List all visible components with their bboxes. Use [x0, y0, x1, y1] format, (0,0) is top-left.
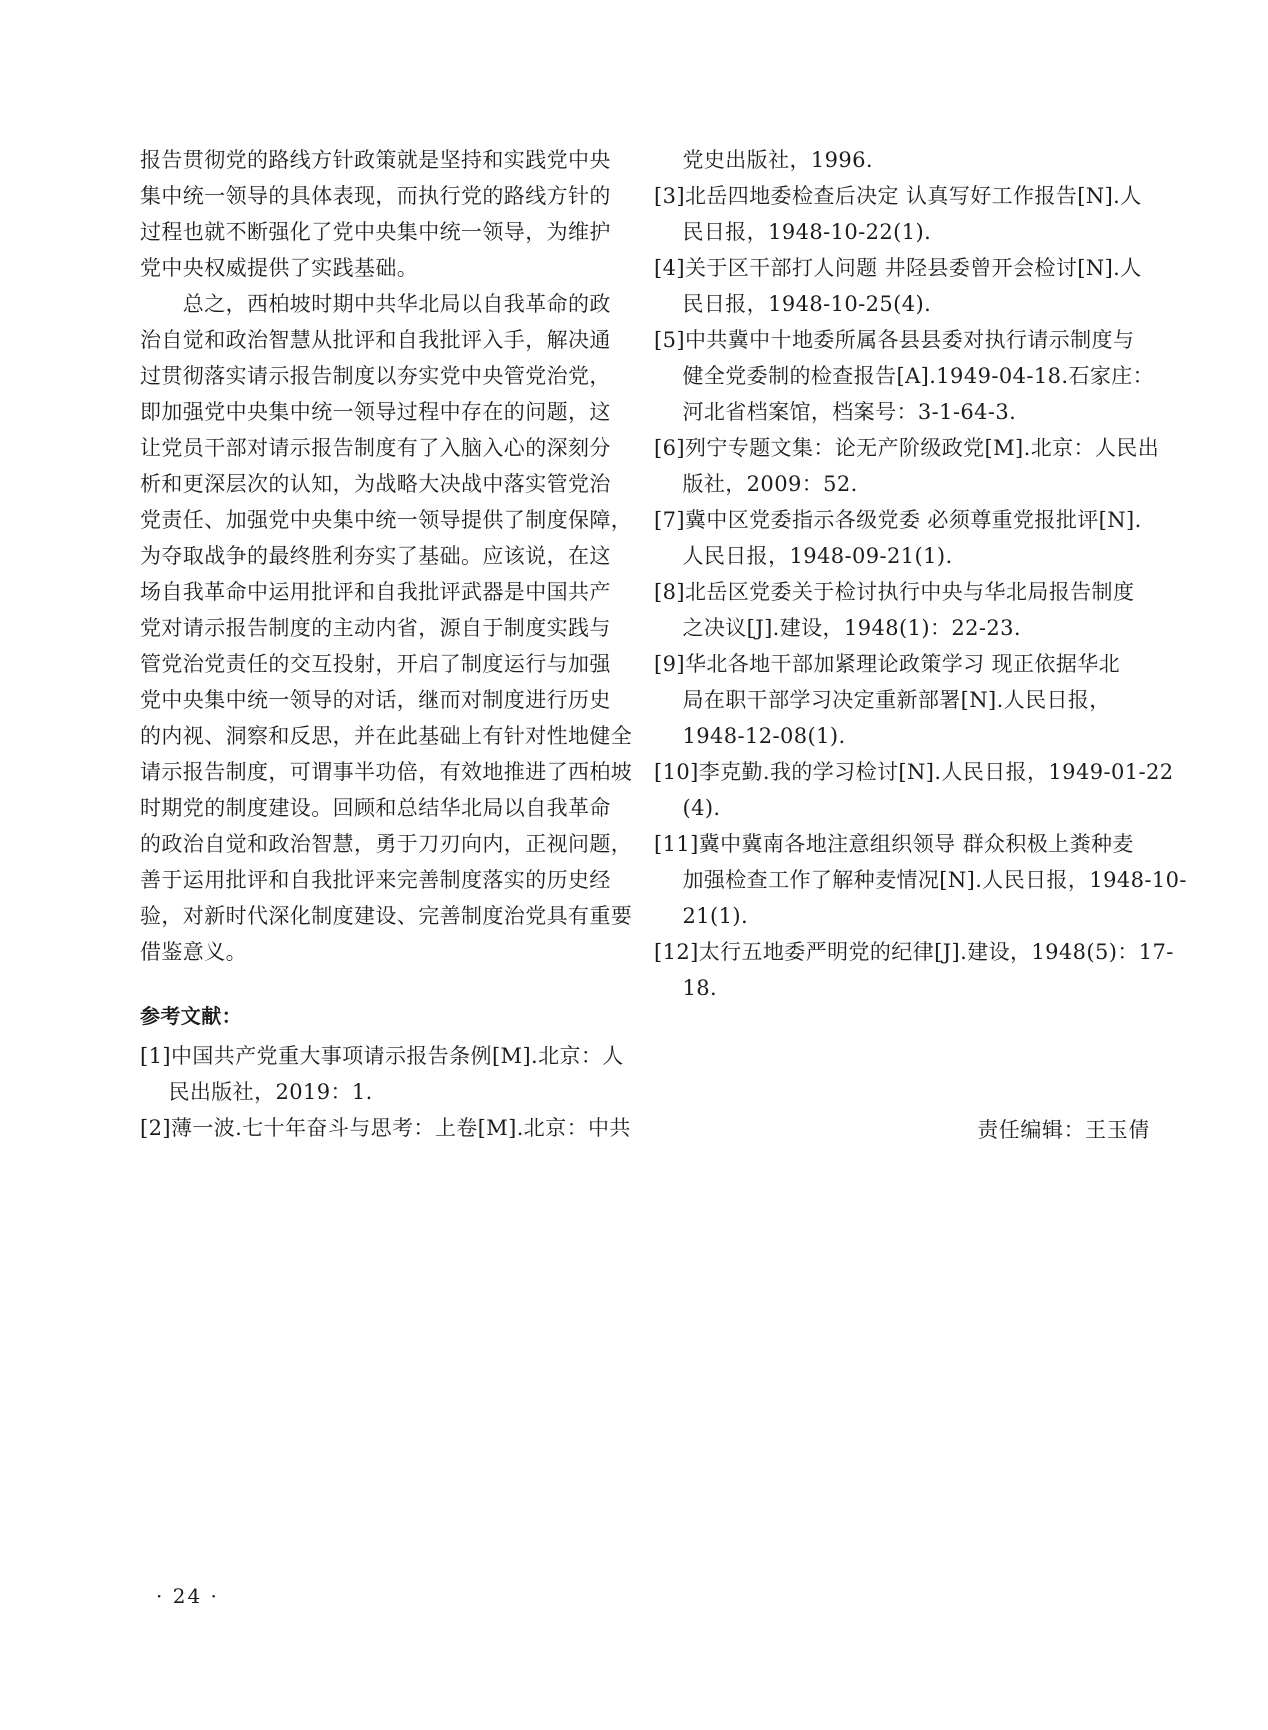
reference-item: [1]中国共产党重大事项请示报告条例[M].北京：人 民出版社，2019：1. [140, 1044, 624, 1104]
reference-item: [5]中共冀中十地委所属各县县委对执行请示制度与 健全党委制的检查报告[A].1949-04-18.石家庄： 河北省档案馆，档案号：3-1-64-3. [654, 328, 1155, 424]
reference-item: [7]冀中区党委指示各级党委 必须尊重党报批评[N]. 人民日报，1948-09-21(1). [654, 508, 1142, 568]
reference-item: [3]北岳四地委检查后决定 认真写好工作报告[N].人 民日报，1948-10-22(1). [654, 184, 1142, 244]
reference-item: [9]华北各地干部加紧理论政策学习 现正依据华北 局在职干部学习决定重新部署[N].人民日报， 1948-12-08(1). [654, 652, 1121, 748]
editor-credit: 责任编辑：王玉倩 [977, 1118, 1150, 1142]
right-column [654, 142, 1187, 1006]
left-column [140, 142, 633, 1146]
reference-item: [4]关于区干部打人问题 井陉县委曾开会检讨[N].人 民日报，1948-10-25(4). [654, 256, 1142, 316]
reference-item: [8]北岳区党委关于检讨执行中央与华北局报告制度 之决议[J].建设，1948(1)：22-23. [654, 580, 1135, 640]
body-paragraph-2: 总之，西柏坡时期中共华北局以自我革命的政 治自觉和政治智慧从批评和自我批评入手，解决通 过贯彻落实请示报告制度以夯实党中央管党治党， 即加强党中央集中统一领导过程中存在的问题，这 让党员干部对请示报告制度有了入脑入心的深刻分 析和更深层次的认知，为战略大决战中落实管党治 党责任、加强党中央集中统一领导提供了制度保障， 为夺取战争的最终胜利夯实了基础。应该说，在这 场自我革命中运用批评和自我批评武器是中国共产 党对请示报告制度的主动内省，源自于制度实践与 管党治党责任的交互投射，开启了制度运行与加强 党中央集中统一领导的对话，继而对制度进行历史 的内视、洞察和反思，并在此基础上有针对性地健全 请示报告制度，可谓事半功倍，有效地推进了西柏坡 时期党的制度建设。回顾和总结华北局以自我革命 的政治自觉和政治智慧，勇于刀刃向内，正视问题， 善于运用批评和自我批评来完善制度落实的历史经 验，对新时代深化制度建设、完善制度治党具有重要 借鉴意义。 [140, 292, 633, 964]
page-number: · 24 · [156, 1584, 219, 1608]
body-paragraph-1: 报告贯彻党的路线方针政策就是坚持和实践党中央 集中统一领导的具体表现，而执行党的路线方针的 过程也就不断强化了党中央集中统一领导，为维护 党中央权威提供了实践基础。 [140, 148, 611, 280]
reference-item: 党史出版社，1996. [654, 148, 873, 172]
reference-item: [6]列宁专题文集：论无产阶级政党[M].北京：人民出 版社，2009：52. [654, 436, 1160, 496]
reference-item: [2]薄一波.七十年奋斗与思考：上卷[M].北京：中共 [140, 1116, 631, 1140]
reference-item: [10]李克勤.我的学习检讨[N].人民日报，1949-01-22 (4). [654, 760, 1174, 820]
reference-item: [11]冀中冀南各地注意组织领导 群众积极上粪种麦 加强检查工作了解种麦情况[N].人民日报，1948-10- 21(1). [654, 832, 1187, 928]
references-heading: 参考文献： [140, 1004, 242, 1028]
reference-item: [12]太行五地委严明党的纪律[J].建设，1948(5)：17- 18. [654, 940, 1174, 1000]
